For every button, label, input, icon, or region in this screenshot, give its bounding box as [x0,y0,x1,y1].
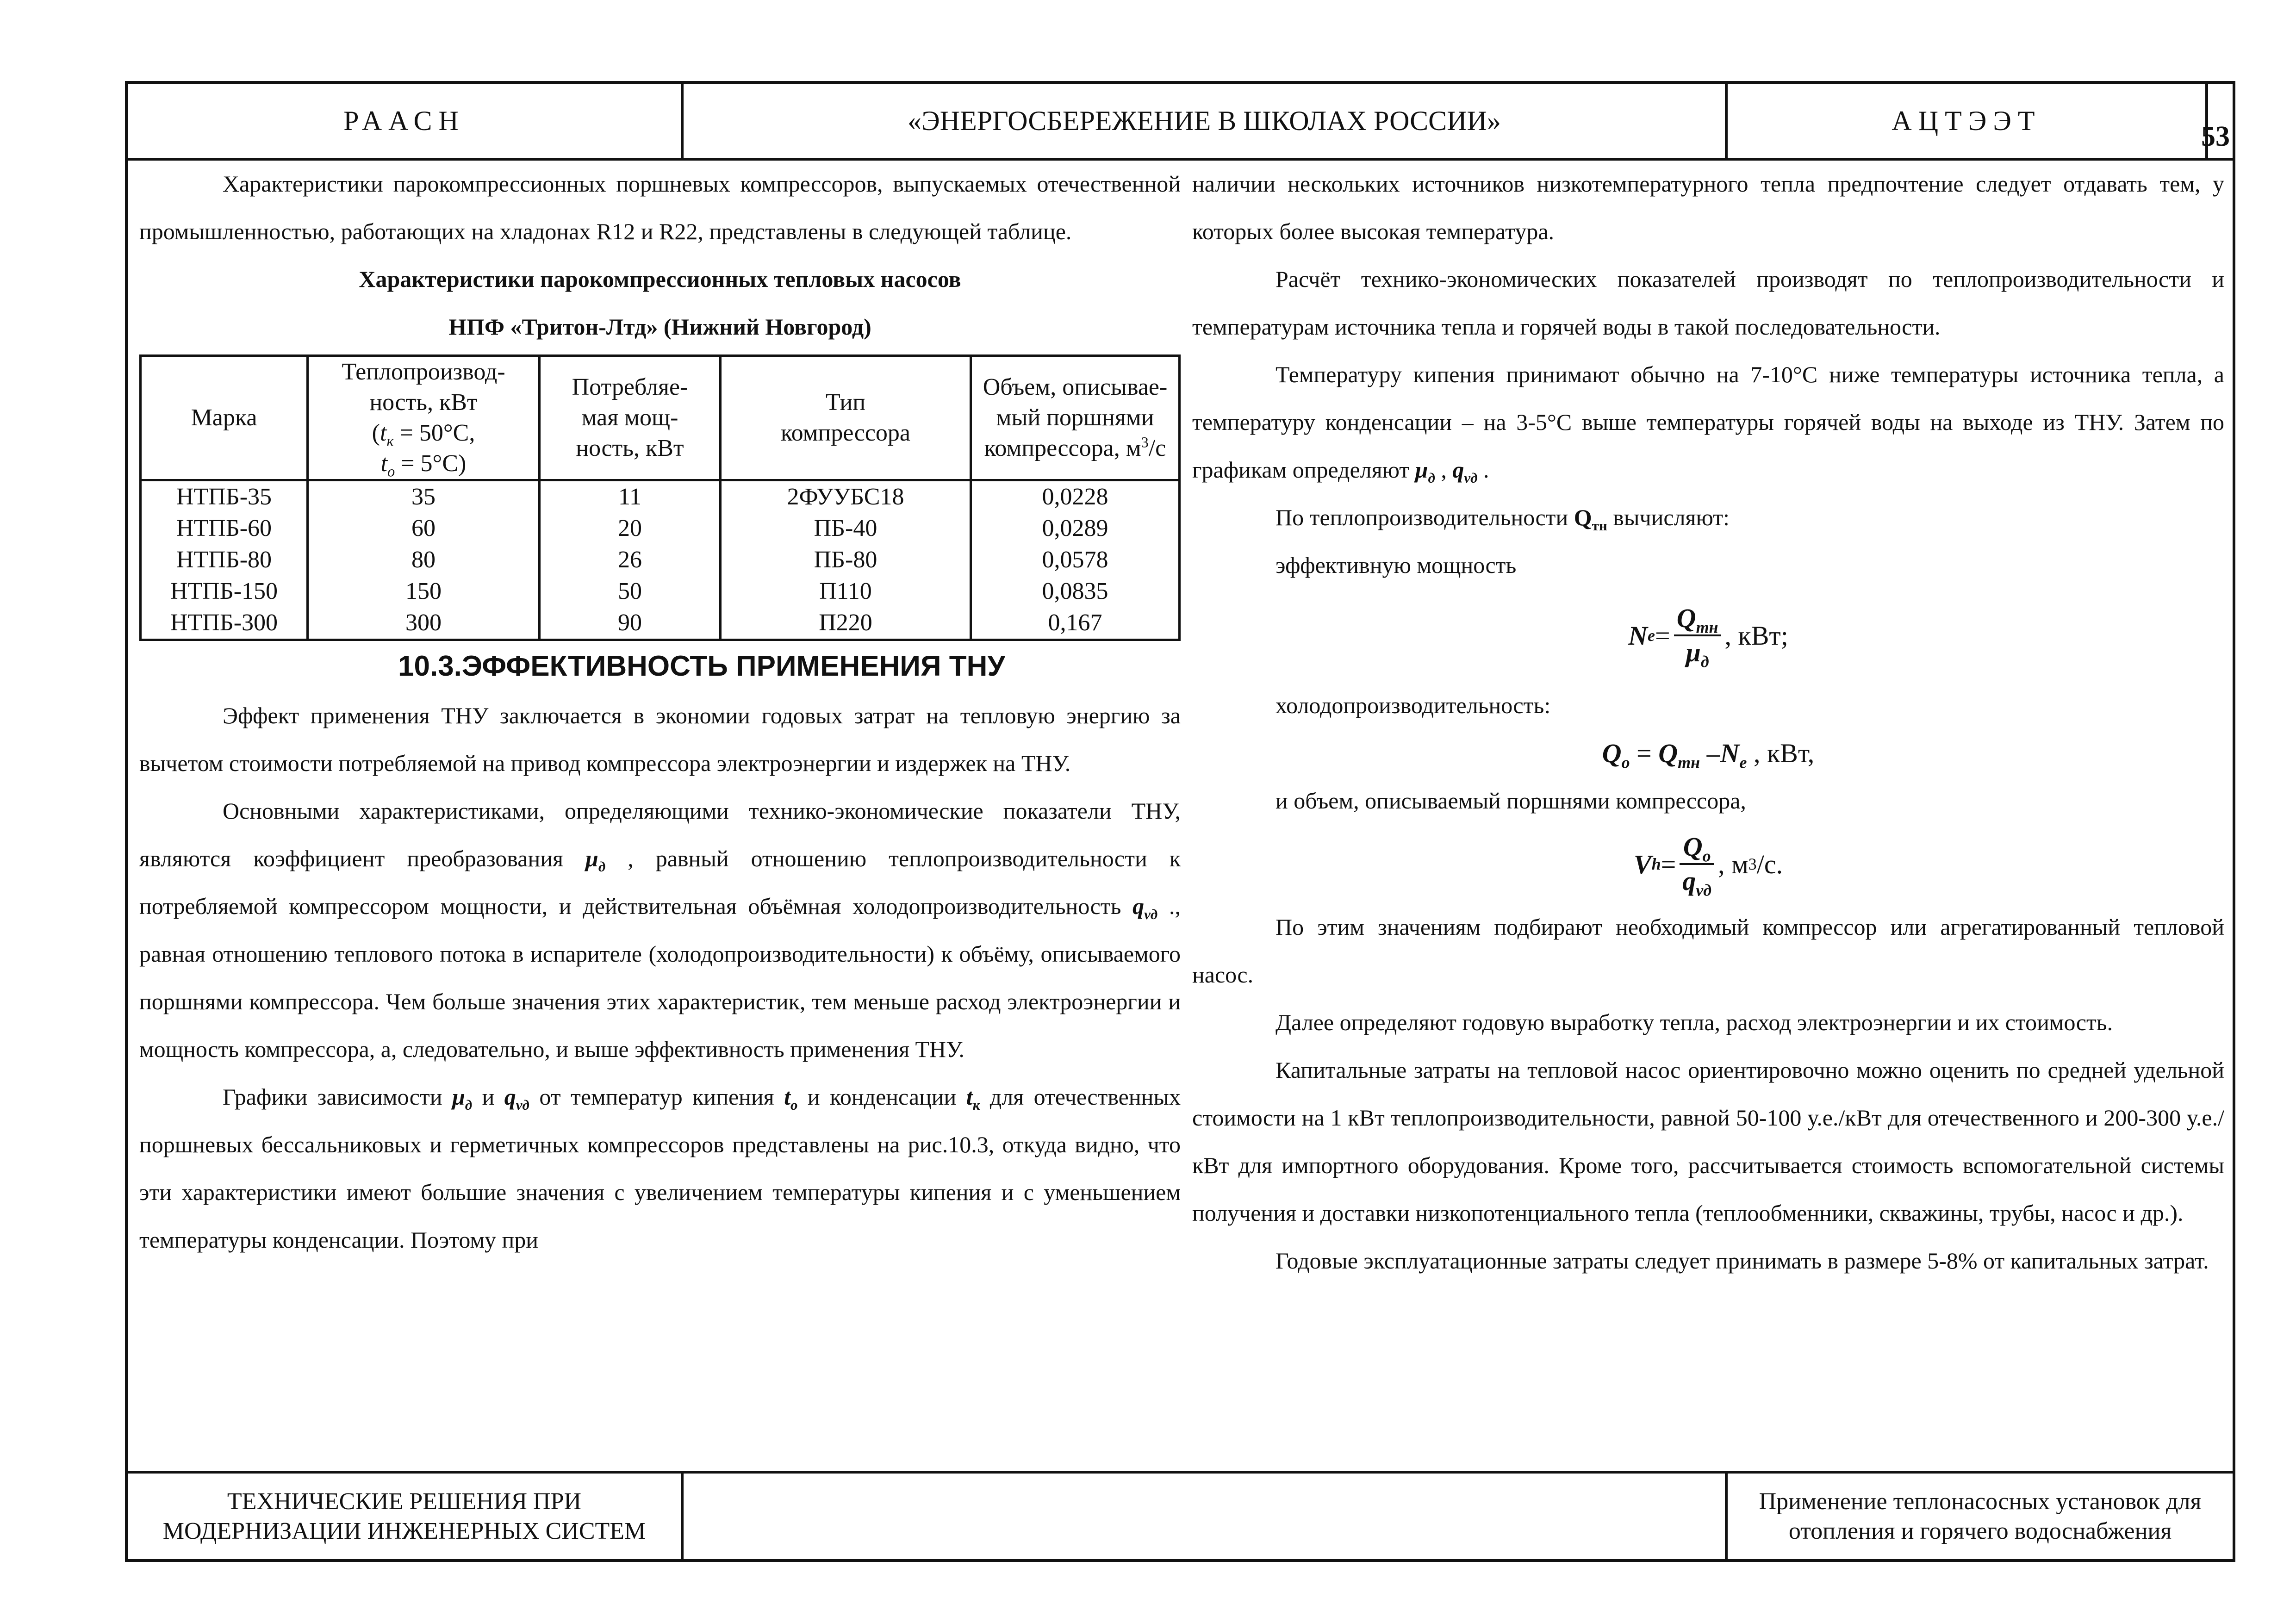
th-heat: Теплопроизвод- ность, кВт ($t_к = 50^\circ С$, $t_o = 5^\circ С$) [308,356,540,480]
paragraph: наличии нескольких источников низкотемпературного тепла предпочтение следует отдавать тем, у которых более высокая температура. [1192,171,2224,244]
footer-left: ТЕХНИЧЕСКИЕ РЕШЕНИЯ ПРИ МОДЕРНИЗАЦИИ ИНЖЕНЕРНЫХ СИСТЕМ [162,1488,646,1544]
header-org: РААСН [343,105,465,136]
paragraph: и объем, описываемый поршнями компрессора, [1276,788,1746,814]
table-row: НТПБ-35 35 11 2ФУУБС18 0,0228 [141,480,1180,513]
intro-paragraph: Характеристики парокомпрессионных поршневых компрессоров, выпускаемых отечественной промышленностью, работающих на хладонах R12 и R22, представлены в следующей таблице. [139,171,1181,244]
paragraph: эффективную мощность [1276,552,1517,578]
table-row: НТПБ-80 80 26 ПБ-80 0,0578 [141,544,1180,576]
footer-right: Применение теплонасосных установок для отопления и горячего водоснабжения [1759,1488,2202,1544]
formula-ne: N e = $\frac{Q_{тн}}{\mu_д}$ , кВт; [1628,603,1788,671]
page-frame [125,81,2235,1562]
paragraph: Далее определяют годовую выработку тепла, расход электроэнергии и их стоимость. [1276,1009,2113,1035]
right-column [1192,160,2224,1285]
table-header-row [141,356,1180,480]
paragraph: Годовые эксплуатационные затраты следует принимать в размере 5-8% от капитальных затрат. [1276,1248,2209,1274]
table-row: НТПБ-60 60 20 ПБ-40 0,0289 [141,513,1180,544]
paragraph: Графики зависимости $\mu_д$ и $q_{vд}$ от температур кипения $t_o$ и конденсации $t_к$ для отечественных поршневых бессальниковых и герметичных компрессоров представлены на рис.10.3, откуда видно, что эти характеристики имеют большие значения с увеличением температуры кипения и с уменьшением температуры конденсации. Поэтому при [139,1084,1181,1253]
header-title: «ЭНЕРГОСБЕРЕЖЕНИЕ В ШКОЛАХ РОССИИ» [908,105,1501,136]
th-type: Тип компрессора [721,356,971,480]
page-footer [128,1471,2233,1559]
header-org2: АЦТЭЭТ [1892,105,2041,136]
th-power: Потребляе- мая мощ- ность, кВт [540,356,721,480]
paragraph: холодопроизводительность: [1276,692,1551,718]
table-title-1: Характеристики парокомпрессионных тепловых насосов [359,266,961,292]
section-title: 10.3.ЭФФЕКТИВНОСТЬ ПРИМЕНЕНИЯ ТНУ [398,650,1005,682]
heat-pump-table [139,354,1181,641]
paragraph: Основными характеристиками, определяющими технико-экономические показатели ТНУ, являются коэффициент преобразования $\mu_д$ , равный отношению теплопроизводительности к потребляемой компрессором мощности, и действительная объёмная холодопроизводительность $q_{vд}$ ., равная отношению теплового потока в испарителе (холодопроизводительности) к объёму, описываемого поршнями компрессора. Чем больше значения этих характеристик, тем меньше расход электроэнергии и мощность компрессора, а, следовательно, и выше эффективность применения ТНУ. [139,798,1181,1062]
th-volume: Объем, описывае- мый поршнями компрессора, $м^3/с$ [971,356,1180,480]
paragraph: Температуру кипения принимают обычно на 7-10°С ниже температуры источника тепла, а температуру конденсации – на 3-5°С выше температуры горячей воды на выходе из ТНУ. Затем по графикам определяют $\mu_д$ , $q_{vд}$ . [1192,361,2224,486]
paragraph: По теплопроизводительности $Q_{тн}$ вычисляют: [1276,504,1730,534]
paragraph: Капитальные затраты на тепловой насос ориентировочно можно оценить по средней удельной стоимости на 1 кВт теплопроизводительности, равной 50-100 у.е./кВт для отечественного и 200-300 у.е./кВт для импортного оборудования. Кроме того, рассчитывается стоимость вспомогательной системы получения и доставки низкопотенциального тепла (теплообменники, скважины, трубы, насос и др.). [1192,1057,2224,1226]
formula-vh: V h = $\frac{Q_o}{q_{vд}}$ , м 3 /с. [1633,832,1783,900]
paragraph: Расчёт технико-экономических показателей производят по теплопроизводительности и температурам источника тепла и горячей воды в такой последовательности. [1192,266,2224,340]
page-header [128,84,2233,161]
page-number: 53 [2201,121,2230,152]
table-title-2: НПФ «Тритон-Лтд» (Нижний Новгород) [448,314,871,340]
paragraph: По этим значениям подбирают необходимый компрессор или агрегатированный тепловой насос. [1192,914,2224,988]
formula-qo: $Q_o = Q_{тн}$ $-N_e$ , кВт, [1602,738,1815,772]
table-row: НТПБ-150 150 50 П110 0,0835 [141,576,1180,607]
th-mark: Марка [141,356,308,480]
left-column [139,160,1181,1264]
table-row: НТПБ-300 300 90 П220 0,167 [141,607,1180,640]
paragraph: Эффект применения ТНУ заключается в экономии годовых затрат на тепловую энергию за вычетом стоимости потребляемой на привод компрессора электроэнергии и издержек на ТНУ. [139,703,1181,776]
